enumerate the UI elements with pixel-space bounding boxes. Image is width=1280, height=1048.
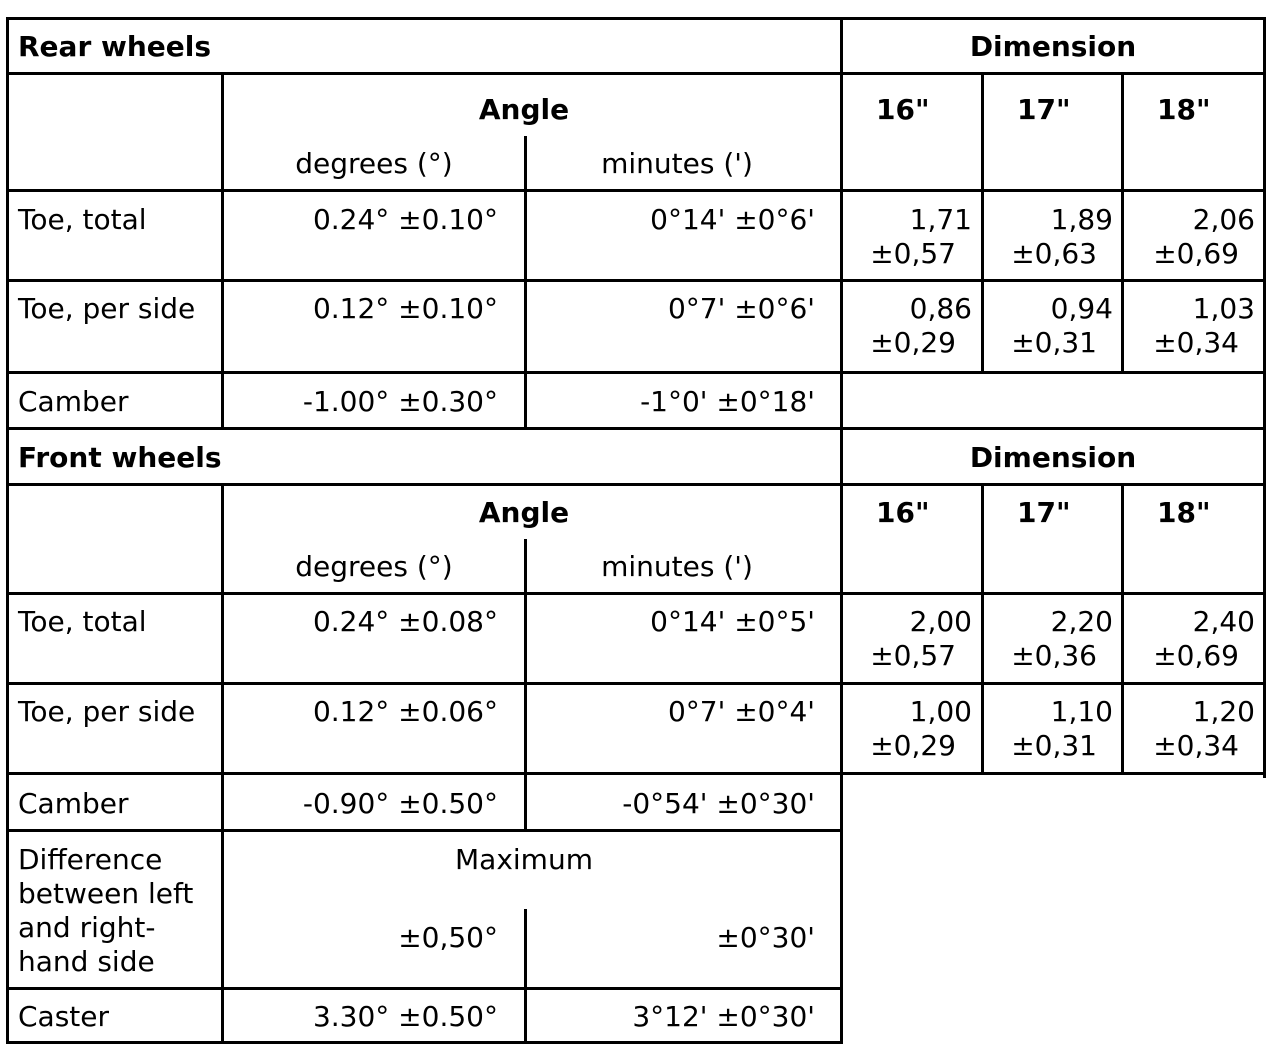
rear-toe-per-side-17-tolerance: ±0,31	[1011, 326, 1097, 359]
table-border-right	[1263, 17, 1266, 778]
front-toe-total-17-value: 2,20	[1050, 605, 1113, 638]
front-caster-minutes: 3°12' ±0°30'	[632, 1000, 815, 1033]
front-toe-per-side-17-tolerance: ±0,31	[1011, 729, 1097, 762]
rear-toe-total-minutes: 0°14' ±0°6'	[650, 203, 815, 236]
front-toe-total-degrees: 0.24° ±0.08°	[312, 605, 498, 638]
front-difference-minutes: ±0°30'	[716, 921, 815, 954]
front-camber-minutes: -0°54' ±0°30'	[622, 787, 815, 820]
rear-toe-total-degrees: 0.24° ±0.10°	[312, 203, 498, 236]
front-angle-header: Angle	[478, 496, 570, 529]
table-rule	[6, 371, 1266, 374]
front-toe-per-side-16-tolerance: ±0,29	[870, 729, 956, 762]
front-toe-per-side-18-tolerance: ±0,34	[1153, 729, 1239, 762]
rear-toe-per-side-label: Toe, per side	[18, 292, 196, 325]
table-rule	[6, 483, 1266, 486]
front-caster-label: Caster	[18, 1000, 110, 1033]
rear-size-17: 17"	[1017, 93, 1071, 126]
rear-toe-total-label: Toe, total	[18, 203, 147, 236]
rear-toe-total-17-tolerance: ±0,63	[1011, 237, 1097, 270]
front-size-16: 16"	[876, 496, 930, 529]
rear-camber-minutes: -1°0' ±0°18'	[640, 385, 815, 418]
rear-angle-header: Angle	[478, 93, 570, 126]
rear-degrees-header: degrees (°)	[295, 147, 453, 180]
rear-toe-total-17-value: 1,89	[1050, 203, 1113, 236]
rear-toe-per-side-17-value: 0,94	[1050, 292, 1113, 325]
table-border-left	[6, 17, 9, 1044]
table-rule	[6, 72, 1266, 75]
rear-toe-total-16-value: 1,71	[909, 203, 972, 236]
rear-toe-per-side-16-tolerance: ±0,29	[870, 326, 956, 359]
front-toe-total-label: Toe, total	[18, 605, 147, 638]
front-degrees-header: degrees (°)	[295, 550, 453, 583]
front-difference-max-header: Maximum	[455, 843, 593, 876]
front-difference-label: Difference between left and right-hand side	[18, 843, 194, 978]
front-size-17: 17"	[1017, 496, 1071, 529]
front-camber-degrees: -0.90° ±0.50°	[302, 787, 498, 820]
front-camber-label: Camber	[18, 787, 129, 820]
rear-toe-total-16-tolerance: ±0,57	[870, 237, 956, 270]
rear-size-16: 16"	[876, 93, 930, 126]
front-toe-total-18-tolerance: ±0,69	[1153, 639, 1239, 672]
front-toe-per-side-label: Toe, per side	[18, 695, 196, 728]
table-rule	[6, 427, 1266, 430]
table-rule	[6, 772, 1266, 775]
rear-section-title: Rear wheels	[18, 30, 212, 63]
front-caster-degrees: 3.30° ±0.50°	[312, 1000, 498, 1033]
table-border-bottom	[6, 1041, 843, 1044]
rear-camber-label: Camber	[18, 385, 129, 418]
front-minutes-header: minutes (')	[601, 550, 753, 583]
rear-toe-total-18-value: 2,06	[1192, 203, 1255, 236]
table-rule	[6, 829, 843, 832]
front-toe-per-side-degrees: 0.12° ±0.06°	[312, 695, 498, 728]
front-difference-degrees: ±0,50°	[398, 921, 498, 954]
front-size-18: 18"	[1157, 496, 1211, 529]
rear-toe-per-side-18-value: 1,03	[1192, 292, 1255, 325]
rear-dimension-header: Dimension	[969, 30, 1137, 63]
table-rule	[6, 592, 1266, 595]
front-toe-total-minutes: 0°14' ±0°5'	[650, 605, 815, 638]
front-toe-per-side-minutes: 0°7' ±0°4'	[667, 695, 815, 728]
front-toe-per-side-17-value: 1,10	[1050, 695, 1113, 728]
table-rule	[6, 279, 1266, 282]
front-section-title: Front wheels	[18, 441, 222, 474]
rear-size-18: 18"	[1157, 93, 1211, 126]
front-toe-total-16-tolerance: ±0,57	[870, 639, 956, 672]
front-dimension-header: Dimension	[969, 441, 1137, 474]
rear-toe-per-side-degrees: 0.12° ±0.10°	[312, 292, 498, 325]
rear-minutes-header: minutes (')	[601, 147, 753, 180]
rear-toe-per-side-16-value: 0,86	[909, 292, 972, 325]
rear-toe-per-side-18-tolerance: ±0,34	[1153, 326, 1239, 359]
table-rule	[6, 682, 1266, 685]
table-rule	[6, 987, 843, 990]
front-toe-total-16-value: 2,00	[909, 605, 972, 638]
table-rule	[6, 189, 1266, 192]
front-toe-per-side-18-value: 1,20	[1192, 695, 1255, 728]
rear-toe-per-side-minutes: 0°7' ±0°6'	[667, 292, 815, 325]
rear-camber-degrees: -1.00° ±0.30°	[302, 385, 498, 418]
front-toe-per-side-16-value: 1,00	[909, 695, 972, 728]
table-border-top	[6, 17, 1266, 20]
rear-toe-total-18-tolerance: ±0,69	[1153, 237, 1239, 270]
table-rule	[840, 17, 843, 1044]
front-toe-total-18-value: 2,40	[1192, 605, 1255, 638]
front-toe-total-17-tolerance: ±0,36	[1011, 639, 1097, 672]
